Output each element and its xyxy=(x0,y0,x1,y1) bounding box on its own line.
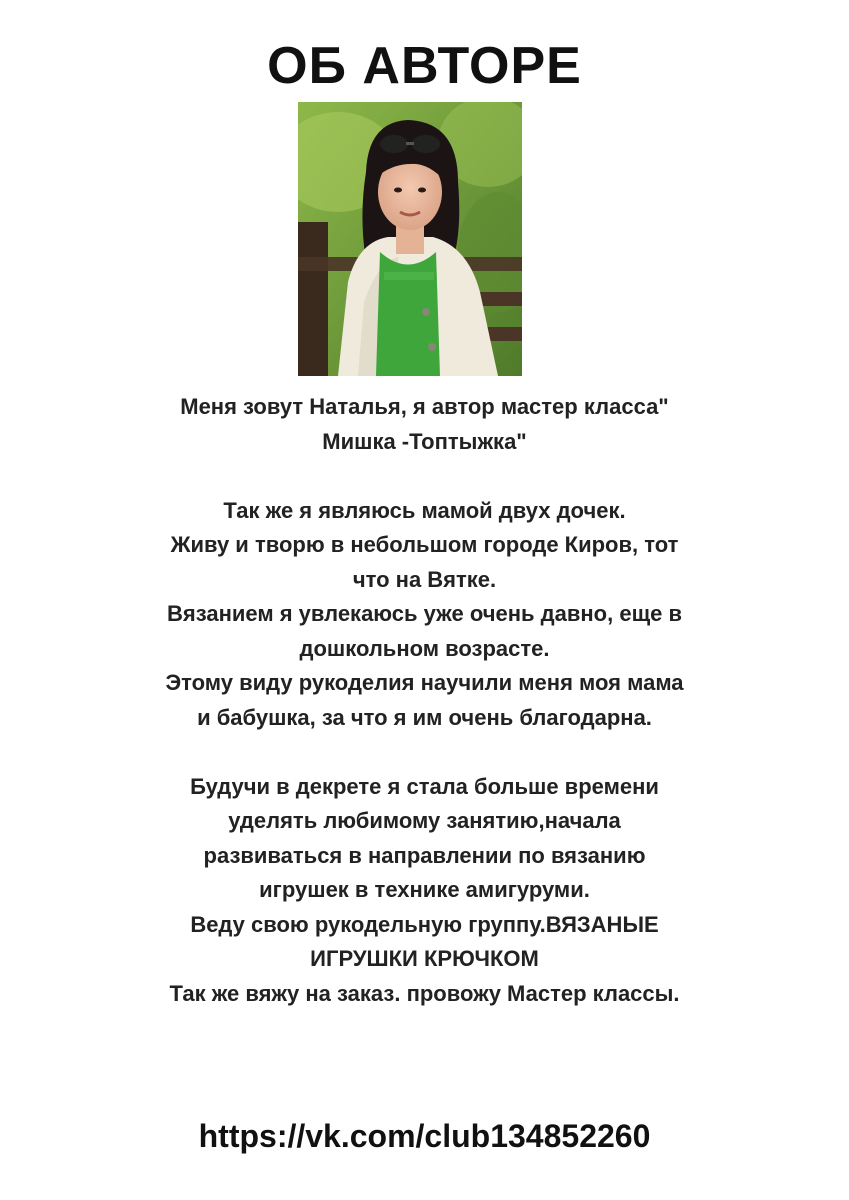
bio-line: Веду свою рукодельную группу.ВЯЗАНЫЕ xyxy=(190,911,659,937)
bio-line: уделять любимому занятию,начала xyxy=(228,808,621,833)
bio-line: Этому виду рукоделия научили меня моя мама xyxy=(165,670,684,695)
bio-line: Мишка -Топтыжка" xyxy=(322,428,527,454)
bio-line: и бабушка, за что я им очень благодарна. xyxy=(197,704,652,730)
paragraph-gap xyxy=(100,459,749,494)
bio-line: ИГРУШКИ КРЮЧКОМ xyxy=(310,946,539,971)
bio-line: Так же вяжу на заказ. провожу Мастер классы. xyxy=(169,980,680,1006)
bio-line: Меня зовут Наталья, я автор мастер класса" xyxy=(180,394,669,419)
bio-line: Так же я являюсь мамой двух дочек. xyxy=(223,497,626,523)
bio-line: Живу и творю в небольшом городе Киров, тот xyxy=(170,532,679,557)
author-photo xyxy=(298,102,522,376)
bio-line: игрушек в технике амигуруми. xyxy=(259,877,590,902)
bio-line: Вязанием я увлекаюсь уже очень давно, еще в xyxy=(166,601,683,626)
bio-line: Будучи в декрете я стала больше времени xyxy=(190,773,659,799)
bio-text xyxy=(100,390,749,1011)
paragraph-gap xyxy=(100,735,749,770)
bio-line: развиваться в направлении по вязанию xyxy=(203,842,646,868)
bio-line: дошкольном возрасте. xyxy=(299,635,550,661)
page-title: ОБ АВТОРЕ xyxy=(267,37,582,95)
vk-group-link[interactable]: https://vk.com/club134852260 xyxy=(198,1118,651,1154)
bio-line: что на Вятке. xyxy=(352,566,497,592)
